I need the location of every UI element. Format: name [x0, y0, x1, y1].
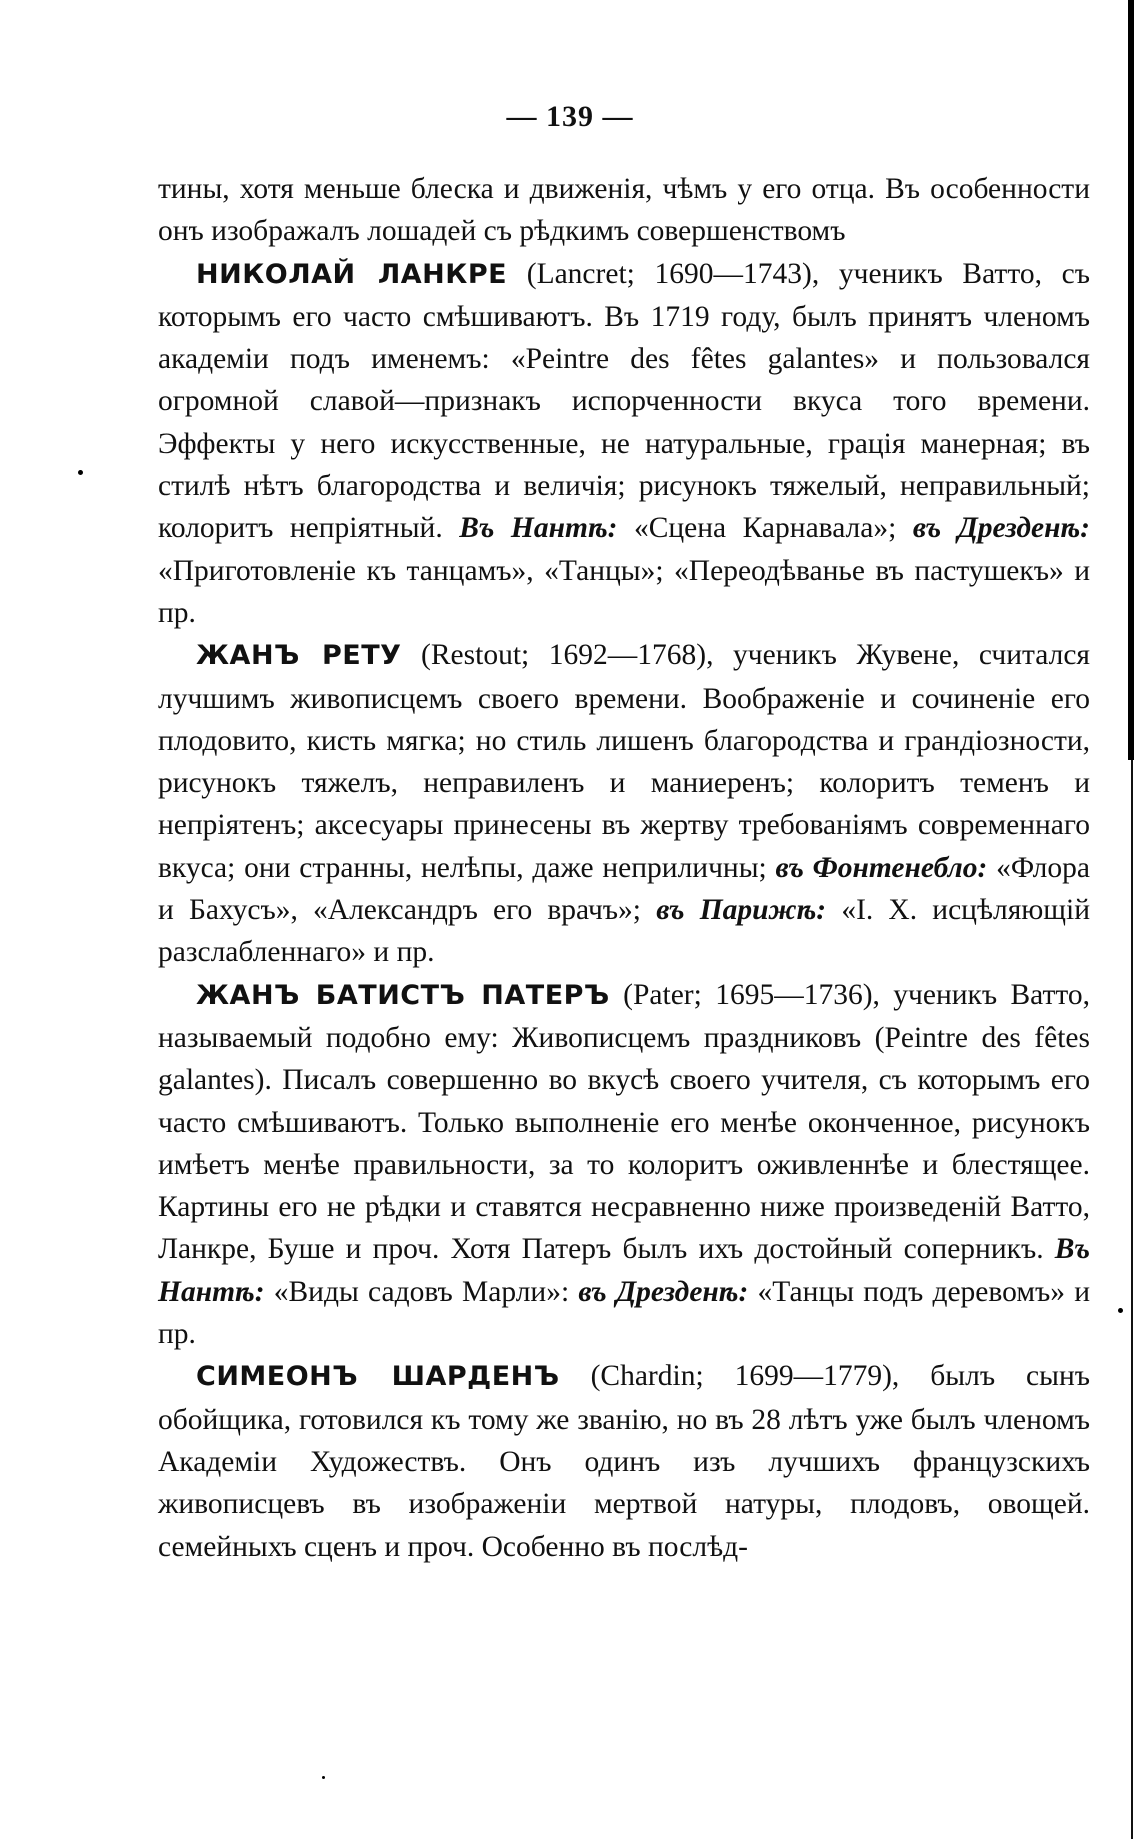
- paragraph-text: (Lancret; 1690—1743), ученикъ Ватто, съ которымъ его часто смѣшиваютъ. Въ 1719 году, былъ принятъ членомъ академіи подъ именемъ: «Peintre des fêtes galantes» и пользовался огромной славой—признакъ испорченности вкуса того времени. Эффекты у него искусственные, не натуральные, грація манерная; въ стилѣ нѣтъ благородства и величія; рисунокъ тяжелый, неправильный; колоритъ непріятный.: [158, 257, 1090, 545]
- paragraph-text: «Сцена Карнавала»;: [617, 512, 913, 545]
- artist-name: ЖАНЪ БАТИСТЪ ПАТЕРЪ: [196, 979, 610, 1011]
- paragraph-text: (Pater; 1695—1736), ученикъ Ватто, называемый подобно ему: Живописцемъ праздниковъ (Peintre des fêtes galantes). Писалъ совершенно во вкусѣ своего учителя, съ которымъ его часто смѣшиваютъ. Только выполненіе его менѣе оконченное, рисунокъ имѣетъ менѣе правильности, за то колоритъ оживленнѣе и блестящее. Картины его не рѣдки и ставятся несравненно ниже произведеній Ватто, Ланкре, Буше и проч. Хотя Патеръ былъ ихъ достойный соперникъ.: [158, 978, 1091, 1266]
- paragraph: [158, 974, 1090, 1356]
- paragraph-text: «Танцы подъ деревомъ» и пр.: [158, 1275, 1091, 1351]
- location-label: въ Дрезденѣ:: [912, 512, 1090, 545]
- location-label: Въ Нантѣ:: [158, 1233, 1090, 1308]
- location-label: Въ Нантѣ:: [459, 512, 618, 545]
- print-speck: [1118, 1308, 1123, 1313]
- paragraph-text: (Chardin; 1699—1779), былъ сынъ обойщика, готовился къ тому же званію, но въ 28 лѣтъ уже былъ членомъ Академіи Художествъ. Онъ одинъ изъ лучшихъ французскихъ живописцевъ въ изображеніи мертвой натуры, плодовъ, овощей. семейныхъ сценъ и проч. Особенно въ послѣд-: [158, 1360, 1090, 1563]
- paragraph-text: «Виды садовъ Марли»:: [264, 1275, 579, 1308]
- paragraph-text: тины, хотя меньше блеска и движенія, чѣмъ у его отца. Въ особенности онъ изображалъ лошадей съ рѣдкимъ совершенствомъ: [158, 173, 1090, 248]
- location-label: въ Фонтенебло:: [775, 851, 988, 884]
- artist-name: НИКОЛАЙ ЛАНКРЕ: [196, 258, 508, 290]
- paragraph: [158, 168, 1090, 253]
- location-label: въ Парижѣ:: [656, 894, 827, 927]
- paragraph-text: «Приготовленіе къ танцамъ», «Танцы»; «Переодѣванье въ пастушекъ» и пр.: [158, 554, 1090, 629]
- paragraph-text: (Restout; 1692—1768), ученикъ Жувене, считался лучшимъ живописцемъ своего времени. Воображеніе и сочиненіе его плодовито, кисть мягка; но стиль лишенъ благородства и грандіозности, рисунокъ тяжелъ, неправиленъ и маниеренъ; колоритъ теменъ и непріятенъ; аксесуары принесены въ жертву требованіямъ современнаго вкуса; они странны, нелѣпы, даже неприличны;: [158, 639, 1090, 884]
- page-edge-rule-lower: [1131, 760, 1133, 1839]
- paragraph: [158, 253, 1090, 635]
- print-speck: [78, 470, 83, 475]
- paragraph-text: «Флора и Бахусъ», «Александръ его врачъ»;: [158, 851, 1090, 927]
- body-text: [158, 168, 1090, 1568]
- paragraph-text: «І. Х. исцѣляющій разслабленнаго» и пр.: [158, 894, 1090, 969]
- page-number: — 139 —: [506, 100, 634, 133]
- artist-name: СИМЕОНЪ ШАРДЕНЪ: [196, 1361, 560, 1393]
- location-label: въ Дрезденѣ:: [578, 1275, 749, 1308]
- print-speck: [322, 1776, 325, 1779]
- artist-name: ЖАНЪ РЕТУ: [196, 640, 402, 672]
- paragraph: [158, 1355, 1090, 1567]
- paragraph: [158, 634, 1090, 973]
